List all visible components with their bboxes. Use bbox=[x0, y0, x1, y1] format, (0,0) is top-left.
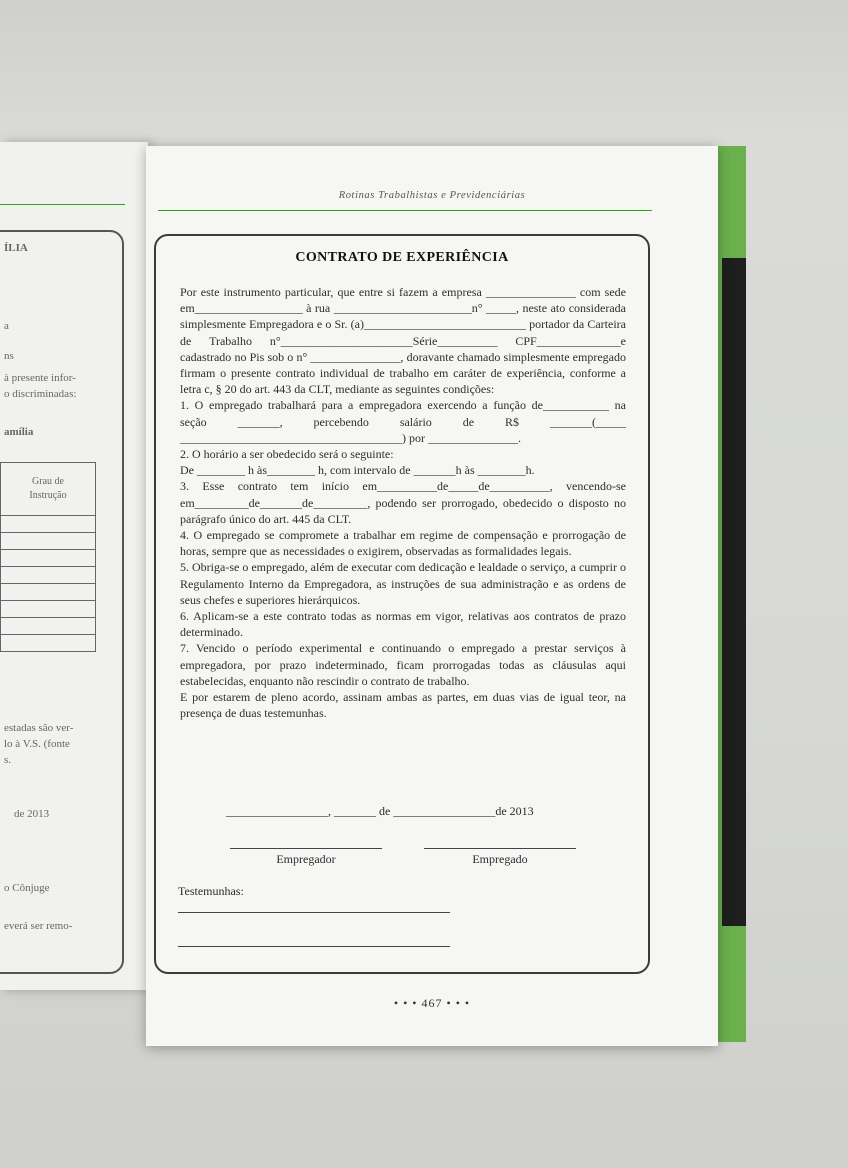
left-fragment: amília bbox=[4, 426, 34, 438]
left-fragment: everá ser remo- bbox=[4, 920, 73, 932]
left-table-header: Grau de Instrução bbox=[1, 463, 96, 516]
left-fragment: a bbox=[4, 320, 9, 332]
left-fragment: ns bbox=[4, 350, 14, 362]
left-fragment: estadas são ver- bbox=[4, 722, 74, 734]
contract-clause: 3. Esse contrato tem início em__________de_____de__________, vencendo-se em_________de_______de_________, podendo ser prorrogado, obedecido o disposto no parágrafo único do art. 445 da CLT. bbox=[180, 479, 626, 526]
left-header-rule bbox=[0, 204, 125, 205]
contract-paragraph: Por este instrumento particular, que entre si fazem a empresa _______________ com sede em__________________ à rua _______________________n° _____, neste ato considerada simplesmente Empregadora e o Sr. (a)___________________________ portador da Carteira de Trabalho n°______________________Série__________ CPF______________e cadastrado no Pis sob o n° _______________, doravante chamado simplesmente empregado firmam o presente contrato individual de trabalho em caráter de experiência, conforme a letra c, § 20 do art. 443 da CLT, mediante as seguintes condições: bbox=[180, 285, 626, 397]
contract-body bbox=[180, 284, 626, 721]
contract-clause: 6. Aplicam-se a este contrato todas as normas em vigor, relativas aos contratos de prazo determinado. bbox=[180, 609, 626, 640]
contract-clause: 7. Vencido o período experimental e continuando o empregado a prestar serviços à empregadora, por prazo indeterminado, ficam prorrogadas todas as cláusulas aqui estabelecidas, enquanto não rescindir o contrato de trabalho. bbox=[180, 641, 626, 688]
employer-label: Empregador bbox=[276, 852, 336, 866]
book-edge-black bbox=[722, 258, 746, 926]
contract-closing: E por estarem de pleno acordo, assinam ambas as partes, em duas vias de igual teor, na presença de duas testemunhas. bbox=[180, 690, 626, 721]
employee-label: Empregado bbox=[472, 852, 528, 866]
witness-line-2 bbox=[178, 946, 450, 947]
employer-signature-line bbox=[230, 848, 382, 849]
left-table bbox=[0, 462, 96, 652]
left-fragment: s. bbox=[4, 754, 12, 766]
left-fragment: à presente infor- bbox=[4, 372, 76, 384]
contract-title: CONTRATO DE EXPERIÊNCIA bbox=[295, 250, 509, 265]
left-facing-page bbox=[0, 142, 148, 990]
employee-signature-line bbox=[424, 848, 576, 849]
contract-clause: 2. O horário a ser obedecido será o seguinte: bbox=[180, 447, 394, 462]
left-fragment: de 2013 bbox=[14, 808, 50, 820]
contract-clause: 5. Obriga-se o empregado, além de executar com dedicação e lealdade o serviço, a cumprir o Regulamento Interno da Empregadora, as instruções de sua administração e as ordens de seus chefes e superiores hierárquicos. bbox=[180, 560, 626, 607]
left-fragment: o discriminadas: bbox=[4, 388, 77, 400]
witness-line-1 bbox=[178, 912, 450, 913]
page-number: • • • 467 • • • bbox=[393, 996, 471, 1010]
left-fragment: ÍLIA bbox=[4, 242, 28, 254]
contract-clause: De ________ h às________ h, com intervalo de _______h às ________h. bbox=[180, 463, 535, 478]
contract-clause: 4. O empregado se compromete a trabalhar em regime de compensação e prorrogação de horas, sempre que as necessidades o exigirem, observadas as formalidades legais. bbox=[180, 528, 626, 559]
main-page bbox=[146, 146, 718, 1046]
contract-clause: 1. O empregado trabalhará para a empregadora exercendo a função de___________ na seção _______, percebendo salário de R$ _______(_____ _____________________________________) por _______________. bbox=[180, 398, 626, 445]
witnesses-label: Testemunhas: bbox=[178, 884, 244, 898]
header-rule bbox=[158, 210, 652, 211]
left-fragment: lo à V.S. (fonte bbox=[4, 738, 70, 750]
contract-box bbox=[154, 234, 650, 974]
left-fragment: o Cônjuge bbox=[4, 882, 50, 894]
running-header: Rotinas Trabalhistas e Previdenciárias bbox=[338, 190, 526, 201]
date-line: _________________, _______ de _________________de 2013 bbox=[226, 804, 534, 818]
